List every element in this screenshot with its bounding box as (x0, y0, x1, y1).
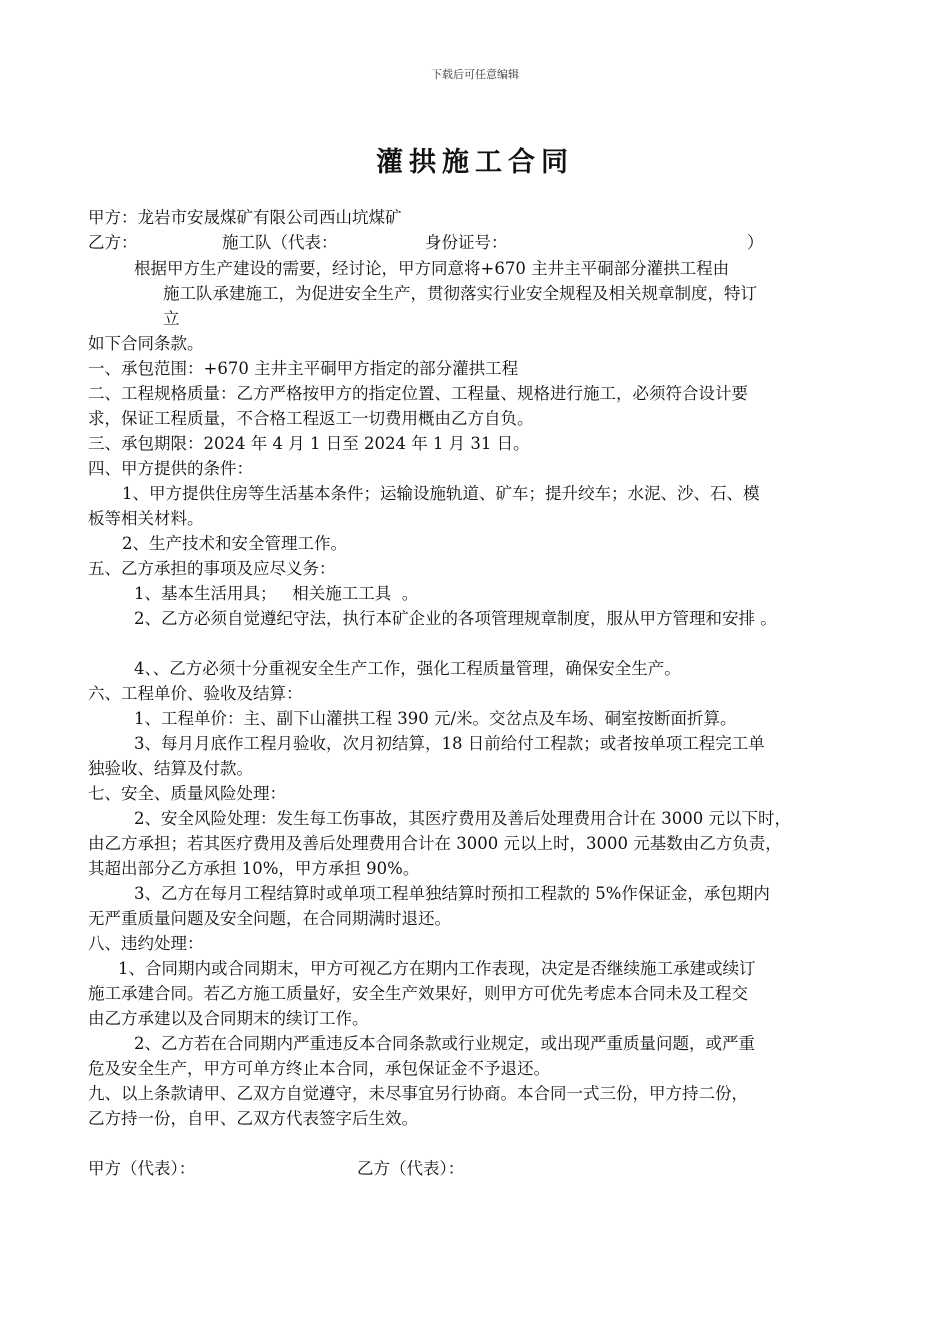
document-title: 灌拱施工合同 (376, 147, 574, 178)
clause-2-line-1: 二、工程规格质量：乙方严格按甲方的指定位置、工程量、规格进行施工，必须符合设计要 (88, 384, 748, 403)
clause-7-2-line-2: 由乙方承担；若其医疗费用及善后处理费用合计在 3000 元以上时，3000 元基数由乙方负责， (88, 834, 782, 853)
clause-8: 八、违约处理： (88, 934, 204, 953)
preamble-line-1: 根据甲方生产建设的需要，经讨论，甲方同意将+670 主井主平硐部分灌拱工程由 (134, 259, 730, 278)
clause-1: 一、承包范围：+670 主井主平硐甲方指定的部分灌拱工程 (88, 359, 519, 378)
clause-4-1-line-1: 1、甲方提供住房等生活基本条件；运输设施轨道、矿车；提升绞车；水泥、沙、石、模 (122, 484, 760, 503)
clause-6-3-line-2: 独验收、结算及付款。 (88, 759, 253, 778)
clause-7-2-line-3: 其超出部分乙方承担 10%，甲方承担 90%。 (88, 859, 420, 878)
party-b-team: 施工队（代表： (222, 233, 338, 252)
clause-2-line-2: 求，保证工程质量，不合格工程返工一切费用概由乙方自负。 (88, 409, 534, 428)
clause-8-1-line-1: 1、合同期内或合同期末，甲方可视乙方在期内工作表现，决定是否继续施工承建或续订 (118, 959, 756, 978)
clause-6-1: 1、工程单价：主、副下山灌拱工程 390 元/米。交岔点及车场、硐室按断面折算。 (134, 709, 737, 728)
preamble-line-3: 立 (163, 309, 180, 328)
clause-7-3-line-1: 3、乙方在每月工程结算时或单项工程单独结算时预扣工程款的 5%作保证金，承包期内 (134, 884, 770, 903)
party-a-line: 甲方：龙岩市安晟煤矿有限公司西山坑煤矿 (88, 208, 402, 227)
clause-9-line-2: 乙方持一份，自甲、乙双方代表签字后生效。 (88, 1109, 418, 1128)
clause-5: 五、乙方承担的事项及应尽义务： (88, 559, 336, 578)
preamble-line-4: 如下合同条款。 (88, 334, 204, 353)
party-b-label: 乙方： (88, 233, 138, 252)
clause-7: 七、安全、质量风险处理： (88, 784, 286, 803)
preamble-line-2: 施工队承建施工，为促进安全生产，贯彻落实行业安全规程及相关规章制度，特订 (163, 284, 757, 303)
clause-9-line-1: 九、以上条款请甲、乙双方自觉遵守，未尽事宜另行协商。本合同一式三份，甲方持二份， (88, 1084, 748, 1103)
party-b-close: ） (747, 233, 764, 252)
party-b-id-label: 身份证号： (425, 233, 508, 252)
clause-8-1-line-3: 由乙方承建以及合同期末的续订工作。 (88, 1009, 369, 1028)
signature-party-b: 乙方（代表）： (357, 1159, 465, 1178)
clause-7-2-line-1: 2、安全风险处理：发生每工伤事故，其医疗费用及善后处理费用合计在 3000 元以下时， (134, 809, 791, 828)
clause-4: 四、甲方提供的条件： (88, 459, 253, 478)
clause-8-2-line-1: 2、乙方若在合同期内严重违反本合同条款或行业规定，或出现严重质量问题，或严重 (134, 1034, 755, 1053)
clause-8-1-line-2: 施工承建合同。若乙方施工质量好，安全生产效果好，则甲方可优先考虑本合同未及工程交 (88, 984, 748, 1003)
signature-party-a: 甲方（代表）： (88, 1159, 196, 1178)
clause-3: 三、承包期限：2024 年 4 月 1 日至 2024 年 1 月 31 日。 (88, 434, 530, 453)
clause-5-4: 4、、乙方必须十分重视安全生产工作，强化工程质量管理，确保安全生产。 (134, 659, 681, 678)
clause-6-3-line-1: 3、每月月底作工程月验收，次月初结算，18 日前给付工程款；或者按单项工程完工单 (134, 734, 765, 753)
clause-4-1-line-2: 板等相关材料。 (88, 509, 204, 528)
clause-4-2: 2、生产技术和安全管理工作。 (122, 534, 347, 553)
clause-8-2-line-2: 危及安全生产，甲方可单方终止本合同，承包保证金不予退还。 (88, 1059, 550, 1078)
clause-6: 六、工程单价、验收及结算： (88, 684, 303, 703)
header-note: 下载后可任意编辑 (431, 68, 519, 81)
clause-7-3-line-2: 无严重质量问题及安全问题，在合同期满时退还。 (88, 909, 451, 928)
clause-5-1: 1、基本生活用具； 相关施工工具 。 (134, 584, 419, 603)
clause-5-2: 2、乙方必须自觉遵纪守法，执行本矿企业的各项管理规章制度，服从甲方管理和安排 。 (134, 609, 777, 628)
